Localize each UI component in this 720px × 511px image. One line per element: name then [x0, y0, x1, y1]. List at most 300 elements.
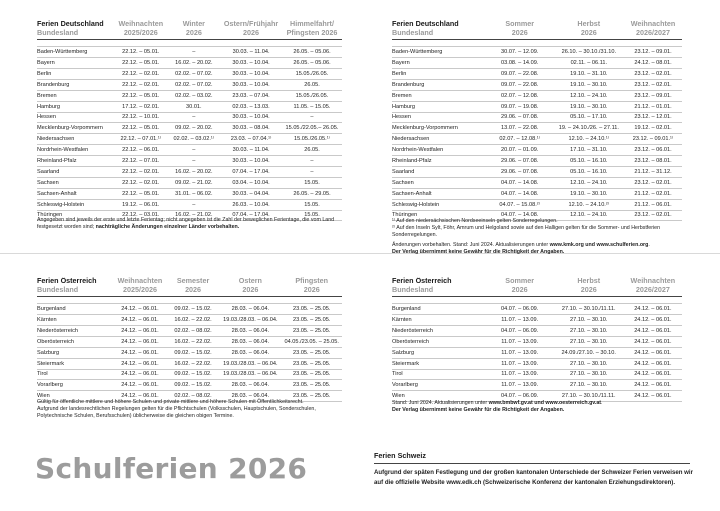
- table-de-summer: [392, 20, 682, 221]
- date-cell: 24.12. – 06.01.: [624, 315, 682, 326]
- table-header-region: [37, 277, 113, 297]
- column-header: [486, 277, 554, 297]
- column-header-line: Ostern/Frühjahr: [223, 20, 279, 28]
- table-de-winter: [37, 20, 342, 221]
- date-cell: 07.04. – 17.04.: [220, 210, 282, 221]
- date-cell: 28.03. – 06.04.: [219, 336, 281, 347]
- date-cell: 15.05./26.05.: [282, 68, 342, 79]
- table-row: [392, 145, 682, 156]
- date-cell: 02.02. – 08.02.: [167, 325, 219, 336]
- column-header-line: Pfingsten: [295, 277, 329, 285]
- date-cell: 19.10. – 30.10.: [554, 188, 624, 199]
- date-cell: 23.12. – 09.01.: [624, 47, 682, 58]
- date-cell: 17.12. – 02.01.: [114, 101, 167, 112]
- state-name-cell: Baden-Württemberg: [392, 47, 486, 58]
- date-cell: 02.02. – 03.02.: [168, 90, 221, 101]
- date-cell: 30.07. – 12.09.: [486, 47, 554, 58]
- state-name-cell: Bremen: [37, 90, 114, 101]
- date-cell: 19. – 24.10./26. – 27.11.: [554, 123, 624, 134]
- state-name-cell: Rheinland-Pfalz: [392, 156, 486, 167]
- state-name-cell: Vorarlberg: [37, 380, 113, 391]
- state-name-cell: Thüringen: [392, 210, 486, 221]
- date-cell: 02.02. – 07.02.: [168, 68, 221, 79]
- de2-table: [392, 20, 682, 221]
- date-cell: 24.12. – 06.01.: [113, 358, 167, 369]
- column-header-line: Himmelfahrt/: [290, 20, 334, 28]
- page-title: Schulferien 2026: [35, 452, 308, 485]
- column-header-line: 2026: [185, 284, 202, 294]
- state-name-cell: Thüringen: [37, 210, 114, 221]
- table-at-winter: [37, 277, 342, 402]
- table-header-region: [392, 277, 486, 297]
- date-cell: 26.05. – 29.05.: [282, 188, 342, 199]
- date-cell: 04.05./23.05. – 25.05.: [281, 336, 342, 347]
- date-cell: 21.12. – 02.01.: [624, 188, 682, 199]
- column-header-line: 2025/2026: [122, 284, 157, 294]
- table-row: [392, 380, 682, 391]
- column-header-line: Weihnachten: [117, 277, 163, 285]
- date-cell: 21.12. – 01.01.: [624, 101, 682, 112]
- table-row: [37, 347, 342, 358]
- date-cell: 23.12. – 12.01.: [624, 112, 682, 123]
- table-row: [392, 58, 682, 69]
- column-header: [554, 20, 624, 40]
- note-at-disclaimer: Der Verlag übernimmt keine Gewähr für die Richtigkeit der Angaben.: [392, 406, 565, 413]
- footnote-2: ²⁾ Auf den Inseln Sylt, Föhr, Amrum und Helgoland sowie auf den Halligen gelten für die Sommer- und Herbstferien Sonderregelungen.: [392, 224, 661, 238]
- date-cell: 22.12. – 05.01.: [114, 123, 167, 134]
- date-cell: 23.05. – 25.05.: [281, 369, 342, 380]
- column-header: [220, 20, 282, 40]
- state-name-cell: Niedersachsen: [37, 134, 114, 145]
- state-name-cell: Brandenburg: [37, 79, 114, 90]
- date-cell: 24.12. – 06.01.: [624, 369, 682, 380]
- table-row: [37, 68, 342, 79]
- date-cell: 02.11. – 06.11.: [554, 58, 624, 69]
- date-cell: 24.12. – 08.01.: [624, 58, 682, 69]
- note-updates-text: Änderungen vorbehalten. Stand: Juni 2024. Aktualisierungen unter: [392, 241, 549, 248]
- note-updates-links: www.kmk.org und www.schulferien.org: [549, 241, 649, 248]
- date-cell: 27.10. – 30.10./11.11.: [554, 391, 624, 402]
- column-header: [167, 277, 219, 297]
- date-cell: 05.10. – 17.10.: [554, 112, 624, 123]
- date-cell: 22.12. – 06.01.: [114, 145, 167, 156]
- date-cell: 27.10. – 30.10.: [554, 380, 624, 391]
- table-row: [392, 336, 682, 347]
- date-cell: 09.07. – 22.08.: [486, 68, 554, 79]
- note-de-winter: [37, 217, 339, 231]
- table-subtitle: Bundesland: [392, 27, 434, 37]
- table-row: [37, 336, 342, 347]
- column-header: [219, 277, 281, 297]
- date-cell: 15.05./26.05.: [282, 90, 342, 101]
- state-name-cell: Vorarlberg: [392, 380, 486, 391]
- date-cell: 30.03. – 10.04.: [220, 156, 282, 167]
- column-header-line: 2026: [580, 284, 597, 294]
- state-name-cell: Hamburg: [37, 101, 114, 112]
- date-cell: 15.05./22.05.– 26.05.: [282, 123, 342, 134]
- table-row: [37, 304, 342, 315]
- date-cell: 22.12. – 05.01.: [114, 188, 167, 199]
- state-name-cell: Schleswig-Holstein: [37, 199, 114, 210]
- date-cell: 04.07. – 14.08.: [486, 188, 554, 199]
- date-cell: 19.03./28.03. – 06.04.: [219, 315, 281, 326]
- table-row: [392, 90, 682, 101]
- table-spacer: [37, 297, 342, 304]
- at1-table: [37, 277, 342, 402]
- date-cell: 27.10. – 30.10./11.11.: [554, 304, 624, 315]
- note-de-summer: [392, 218, 704, 256]
- state-name-cell: Oberösterreich: [37, 336, 113, 347]
- column-header: [113, 277, 167, 297]
- date-cell: 29.06. – 07.08.: [486, 112, 554, 123]
- date-cell: 04.07. – 14.08.: [486, 210, 554, 221]
- date-cell: 23.12. – 02.01.: [624, 177, 682, 188]
- state-name-cell: Niederösterreich: [37, 325, 113, 336]
- state-name-cell: Burgenland: [392, 304, 486, 315]
- date-cell: 05.10. – 16.10.: [554, 156, 624, 167]
- table-row: [37, 134, 342, 145]
- date-cell: 12.10. – 24.10.: [554, 90, 624, 101]
- date-cell: 28.03. – 06.04.: [219, 347, 281, 358]
- date-cell: 28.03. – 06.04.: [219, 380, 281, 391]
- date-cell: 24.09./27.10. – 30.10.: [554, 347, 624, 358]
- date-cell: 17.10. – 31.10.: [554, 145, 624, 156]
- date-cell: 27.10. – 30.10.: [554, 325, 624, 336]
- state-name-cell: Wien: [392, 391, 486, 402]
- table-row: [392, 166, 682, 177]
- table-row: [392, 123, 682, 134]
- state-name-cell: Nordrhein-Westfalen: [37, 145, 114, 156]
- table-row: [392, 315, 682, 326]
- date-cell: 24.12. – 06.01.: [624, 391, 682, 402]
- note-at-updates-text: Stand: Juni 2024. Aktualisierungen unter: [392, 400, 488, 406]
- table-row: [392, 199, 682, 210]
- table-header-region: [37, 20, 114, 40]
- date-cell: 26.03. – 10.04.: [220, 199, 282, 210]
- table-row: [392, 358, 682, 369]
- table-row: [37, 90, 342, 101]
- column-header: [624, 20, 682, 40]
- date-cell: –: [168, 47, 221, 58]
- date-cell: 22.12. – 05.01.: [114, 58, 167, 69]
- state-name-cell: Hamburg: [392, 101, 486, 112]
- date-cell: 22.12. – 02.01.: [114, 68, 167, 79]
- table-title: Ferien Österreich: [37, 277, 97, 285]
- date-cell: 22.12. – 03.01.: [114, 210, 167, 221]
- date-cell: 12.10. – 24.10.²⁾: [554, 199, 624, 210]
- state-name-cell: Bremen: [392, 90, 486, 101]
- date-cell: 11.07. – 13.09.: [486, 336, 554, 347]
- state-name-cell: Hessen: [392, 112, 486, 123]
- date-cell: 24.12. – 06.01.: [624, 347, 682, 358]
- state-name-cell: Berlin: [37, 68, 114, 79]
- column-header-line: 2026: [303, 284, 320, 294]
- date-cell: 11.05. – 15.05.: [282, 101, 342, 112]
- date-cell: 04.07. – 15.08.²⁾: [486, 199, 554, 210]
- date-cell: 19.03./28.03. – 06.04.: [219, 369, 281, 380]
- date-cell: 27.10. – 30.10.: [554, 369, 624, 380]
- table-row: [392, 304, 682, 315]
- date-cell: 23.12. – 09.01.: [624, 90, 682, 101]
- date-cell: 22.12. – 07.01.: [114, 156, 167, 167]
- date-cell: 26.05. – 05.06.: [282, 58, 342, 69]
- state-name-cell: Oberösterreich: [392, 336, 486, 347]
- note-at-updates-links: www.bmbwf.gv.at und www.oesterreich.gv.at: [488, 400, 602, 406]
- table-row: [392, 177, 682, 188]
- date-cell: 27.10. – 30.10.: [554, 358, 624, 369]
- date-cell: 30.03. – 10.04.: [220, 58, 282, 69]
- date-cell: 26.05.: [282, 145, 342, 156]
- date-cell: 02.07. – 12.08.¹⁾: [486, 134, 554, 145]
- column-header: [281, 277, 342, 297]
- date-cell: 31.01. – 06.02.: [168, 188, 221, 199]
- state-name-cell: Kärnten: [392, 315, 486, 326]
- date-cell: 26.05.: [282, 79, 342, 90]
- column-header-line: Weihnachten: [118, 20, 164, 28]
- date-cell: 02.02. – 07.02.: [168, 79, 221, 90]
- table-row: [37, 166, 342, 177]
- column-header-line: 2026: [243, 27, 260, 37]
- date-cell: 24.12. – 06.01.: [624, 304, 682, 315]
- date-cell: 12.10. – 24.10.¹⁾: [554, 134, 624, 145]
- footnote-1: ¹⁾ Auf den niedersächsischen Nordseeinseln gelten Sonderregelungen.: [392, 218, 558, 224]
- table-header-region: [392, 20, 486, 40]
- column-header-line: Herbst: [577, 20, 601, 28]
- column-header-line: 2026/2027: [636, 27, 670, 37]
- table-spacer: [392, 40, 682, 47]
- date-cell: 09.02. – 20.02.: [168, 123, 221, 134]
- note-at-text-1: Gültig für öffentliche mittlere und höhere Schulen und private mittlere und höhere Schulen mit Öffentlichkeitsrecht.: [37, 399, 304, 405]
- state-name-cell: Saarland: [37, 166, 114, 177]
- table-row: [392, 188, 682, 199]
- date-cell: 19.10. – 30.10.: [554, 101, 624, 112]
- date-cell: 04.07. – 06.09.: [486, 391, 554, 402]
- date-cell: 27.10. – 30.10.: [554, 336, 624, 347]
- date-cell: 24.12. – 06.01.: [113, 315, 167, 326]
- state-name-cell: Tirol: [392, 369, 486, 380]
- state-name-cell: Saarland: [392, 166, 486, 177]
- state-name-cell: Baden-Württemberg: [37, 47, 114, 58]
- column-header-line: Semester: [176, 277, 210, 285]
- date-cell: 04.07. – 06.09.: [486, 304, 554, 315]
- date-cell: 19.12. – 06.01.: [114, 199, 167, 210]
- date-cell: 02.03. – 13.03.: [220, 101, 282, 112]
- table-row: [37, 123, 342, 134]
- state-name-cell: Brandenburg: [392, 79, 486, 90]
- date-cell: –: [168, 156, 221, 167]
- note-at-winter: [37, 399, 337, 420]
- date-cell: 23.05. – 25.05.: [281, 391, 342, 402]
- column-header-line: Herbst: [577, 277, 601, 285]
- column-header: [554, 277, 624, 297]
- date-cell: 28.03. – 06.04.: [219, 325, 281, 336]
- date-cell: 27.10. – 30.10.: [554, 315, 624, 326]
- date-cell: 30.01.: [168, 101, 221, 112]
- date-cell: 21.12. – 06.01.: [624, 199, 682, 210]
- date-cell: 30.03. – 10.04.: [220, 112, 282, 123]
- date-cell: 03.04. – 10.04.: [220, 177, 282, 188]
- note-updates-end: .: [648, 241, 650, 248]
- date-cell: 24.12. – 06.01.: [624, 325, 682, 336]
- date-cell: 16.02. – 21.02.: [168, 210, 221, 221]
- column-header-line: Sommer: [505, 20, 535, 28]
- state-name-cell: Bayern: [37, 58, 114, 69]
- column-header-line: 2025/2026: [123, 27, 158, 37]
- date-cell: 24.12. – 06.01.: [113, 391, 167, 402]
- date-cell: 16.02. – 20.02.: [168, 58, 221, 69]
- date-cell: 23.12. – 09.01.¹⁾: [624, 134, 682, 145]
- ch-title: Ferien Schweiz: [374, 451, 690, 464]
- column-header-line: Winter: [182, 20, 205, 28]
- state-name-cell: Mecklenburg-Vorpommern: [37, 123, 114, 134]
- date-cell: 02.02. – 03.02.¹⁾: [168, 134, 221, 145]
- at2-table: [392, 277, 682, 402]
- column-header: [168, 20, 221, 40]
- date-cell: 22.12. – 05.01.: [114, 90, 167, 101]
- date-cell: 29.06. – 07.08.: [486, 156, 554, 167]
- date-cell: –: [168, 145, 221, 156]
- date-cell: 15.05.: [282, 177, 342, 188]
- date-cell: 09.02. – 15.02.: [167, 369, 219, 380]
- date-cell: 16.02. – 22.02.: [167, 315, 219, 326]
- date-cell: 24.12. – 06.01.: [113, 380, 167, 391]
- date-cell: –: [282, 112, 342, 123]
- de1-table: [37, 20, 342, 221]
- table-title: Ferien Deutschland: [392, 20, 459, 28]
- date-cell: 11.07. – 13.09.: [486, 369, 554, 380]
- date-cell: 19.10. – 31.10.: [554, 68, 624, 79]
- column-header-line: 2026: [185, 27, 202, 37]
- note-at-updates-end: .: [601, 400, 603, 406]
- table-row: [37, 177, 342, 188]
- date-cell: 04.07. – 06.09.: [486, 325, 554, 336]
- table-at-summer: [392, 277, 682, 402]
- state-name-cell: Steiermark: [37, 358, 113, 369]
- column-header-line: 2026/2027: [635, 284, 670, 294]
- date-cell: –: [282, 156, 342, 167]
- date-cell: 23.12. – 02.01.: [624, 68, 682, 79]
- date-cell: 24.12. – 06.01.: [624, 358, 682, 369]
- column-header: [114, 20, 167, 40]
- state-name-cell: Burgenland: [37, 304, 113, 315]
- state-name-cell: Sachsen-Anhalt: [392, 188, 486, 199]
- date-cell: 23.05. – 25.05.: [281, 325, 342, 336]
- date-cell: 09.07. – 19.08.: [486, 101, 554, 112]
- column-header: [624, 277, 682, 297]
- table-row: [37, 79, 342, 90]
- date-cell: 07.04. – 17.04.: [220, 166, 282, 177]
- date-cell: 22.12. – 02.01.: [114, 177, 167, 188]
- table-subtitle: Bundesland: [37, 27, 79, 37]
- date-cell: 09.02. – 15.02.: [167, 347, 219, 358]
- table-row: [392, 347, 682, 358]
- table-row: [37, 145, 342, 156]
- table-row: [392, 112, 682, 123]
- date-cell: 30.03. – 04.04.: [220, 188, 282, 199]
- date-cell: 09.02. – 15.02.: [167, 380, 219, 391]
- table-row: [392, 68, 682, 79]
- state-name-cell: Nordrhein-Westfalen: [392, 145, 486, 156]
- date-cell: 22.12. – 05.01.: [114, 47, 167, 58]
- note-disclaimer: Der Verlag übernimmt keine Gewähr für die Richtigkeit der Angaben.: [392, 248, 565, 255]
- ch-info-box: [374, 451, 696, 487]
- date-cell: 02.02. – 08.02.: [167, 391, 219, 402]
- table-row: [37, 325, 342, 336]
- date-cell: 30.03. – 11.04.: [220, 47, 282, 58]
- note-de-winter-text: Angegeben sind jeweils der erste und letzte Ferientag; nicht angegeben ist die Zahl der beweglichen Ferientage, die vom Land festgesetzt worden sind;: [37, 217, 335, 230]
- table-row: [392, 156, 682, 167]
- ch-text: Aufgrund der späten Festlegung und der großen kantonalen Unterschiede der Schweizer Ferien verweisen wir auf die offizielle Website www.edk.ch (Schweizerische Konferenz der kantonalen Erziehungsdirektoren).: [374, 469, 693, 486]
- date-cell: 12.10. – 24.10.: [554, 177, 624, 188]
- state-name-cell: Salzburg: [392, 347, 486, 358]
- date-cell: 16.02. – 22.02.: [167, 358, 219, 369]
- date-cell: 11.07. – 13.09.: [486, 347, 554, 358]
- table-row: [37, 156, 342, 167]
- table-row: [392, 369, 682, 380]
- column-header-line: Weihnachten: [630, 277, 676, 285]
- table-row: [392, 47, 682, 58]
- date-cell: 24.12. – 06.01.: [113, 369, 167, 380]
- date-cell: 03.08. – 14.09.: [486, 58, 554, 69]
- date-cell: 28.03. – 06.04.: [219, 391, 281, 402]
- date-cell: 24.12. – 06.01.: [113, 347, 167, 358]
- date-cell: 13.07. – 22.08.: [486, 123, 554, 134]
- column-header-line: 2026: [580, 27, 597, 37]
- date-cell: 23.05. – 25.05.: [281, 380, 342, 391]
- table-row: [37, 101, 342, 112]
- note-de-winter-bold: nachträgliche Änderungen einzelner Länder vorbehalten.: [95, 223, 240, 230]
- date-cell: 15.05./26.05.¹⁾: [282, 134, 342, 145]
- table-spacer: [392, 297, 682, 304]
- column-header-line: Pfingsten 2026: [286, 27, 338, 37]
- column-header-line: 2026: [511, 27, 528, 37]
- date-cell: 22.12. – 07.01.¹⁾: [114, 134, 167, 145]
- date-cell: 30.03. – 08.04.: [220, 123, 282, 134]
- note-at-text-2: Aufgrund der landesrechtlichen Regelungen gelten für die Pflichtschulen (Volksschulen, Hauptschulen, Sonderschulen, Polytechnische Schulen, Berufsschulen) üblicherweise die gleichen obigen Termine.: [37, 405, 316, 419]
- state-name-cell: Sachsen: [37, 177, 114, 188]
- date-cell: 30.03. – 10.04.: [220, 68, 282, 79]
- date-cell: 12.10. – 24.10.: [554, 210, 624, 221]
- date-cell: 24.12. – 06.01.: [113, 325, 167, 336]
- table-row: [392, 101, 682, 112]
- state-name-cell: Kärnten: [37, 315, 113, 326]
- table-subtitle: Bundesland: [37, 284, 79, 294]
- column-header-line: 2026: [242, 284, 259, 294]
- date-cell: 23.12. – 08.01.: [624, 156, 682, 167]
- table-row: [392, 134, 682, 145]
- date-cell: 02.07. – 12.08.: [486, 90, 554, 101]
- table-row: [37, 47, 342, 58]
- state-name-cell: Tirol: [37, 369, 113, 380]
- date-cell: 16.02. – 22.02.: [167, 336, 219, 347]
- table-subtitle: Bundesland: [392, 284, 434, 294]
- date-cell: 20.07. – 01.09.: [486, 145, 554, 156]
- date-cell: 26.05. – 05.06.: [282, 47, 342, 58]
- table-row: [392, 79, 682, 90]
- state-name-cell: Berlin: [392, 68, 486, 79]
- date-cell: 24.12. – 06.01.: [624, 380, 682, 391]
- column-header: [282, 20, 342, 40]
- date-cell: 23.05. – 25.05.: [281, 315, 342, 326]
- state-name-cell: Bayern: [392, 58, 486, 69]
- state-name-cell: Rheinland-Pfalz: [37, 156, 114, 167]
- date-cell: 30.03. – 10.04.: [220, 79, 282, 90]
- date-cell: 05.10. – 16.10.: [554, 166, 624, 177]
- table-row: [37, 58, 342, 69]
- date-cell: 23.03. – 07.04.¹⁾: [220, 134, 282, 145]
- state-name-cell: Sachsen-Anhalt: [37, 188, 114, 199]
- date-cell: 23.03. – 07.04.: [220, 90, 282, 101]
